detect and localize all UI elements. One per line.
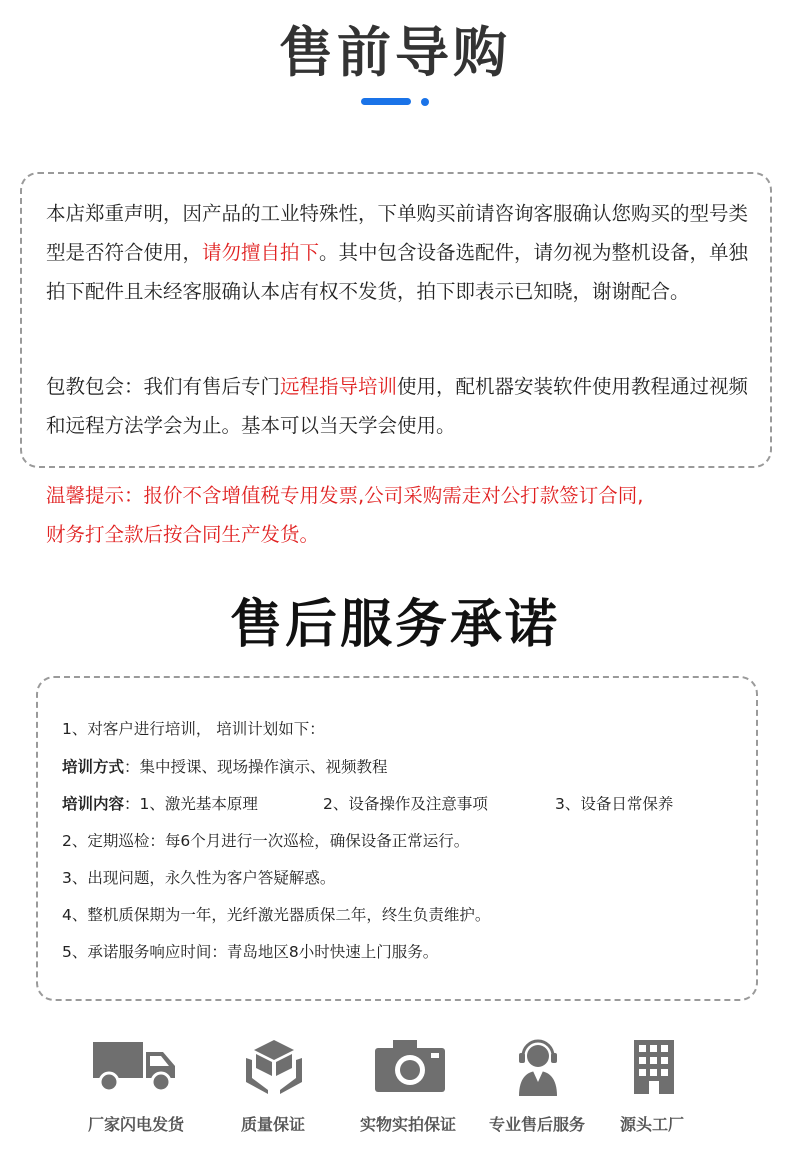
- training-text-start: 包教包会：我们有售后专门: [46, 375, 281, 398]
- truck-icon: [91, 1038, 181, 1094]
- headset-support-icon: [513, 1038, 563, 1096]
- training-content-label: 培训内容: [62, 795, 125, 813]
- feature-label-fast-shipping: 厂家闪电发货: [88, 1115, 185, 1134]
- promise-item-1: 1、对客户进行培训， 培训计划如下：: [62, 720, 325, 738]
- title-underline-dot: [421, 98, 429, 106]
- feature-fast-shipping: [71, 1038, 201, 1094]
- promise-item-3: 3、出现问题，永久性为客户答疑解惑。: [62, 869, 336, 887]
- training-highlight: 远程指导培训: [280, 375, 398, 398]
- store-statement-paragraph: [46, 194, 752, 311]
- warm-tip-line-1: 温馨提示：报价不含增值税专用发票,公司采购需走对公打款签订合同,: [46, 484, 644, 507]
- warm-tip-line-2: 财务打全款后按合同生产发货。: [46, 523, 320, 546]
- feature-aftersale-service: [473, 1038, 603, 1096]
- training-method-label: 培训方式: [62, 758, 125, 776]
- warm-tip: [46, 476, 766, 554]
- promise-item-4: 4、整机质保期为一年，光纤激光器质保二年，终生负责维护。: [62, 906, 491, 924]
- factory-building-icon: [630, 1038, 678, 1094]
- training-promise-paragraph: [46, 367, 752, 445]
- statement-warning-highlight: 请勿擅自拍下: [202, 241, 320, 264]
- training-method-row: [62, 755, 388, 779]
- promise-item-5: 5、承诺服务响应时间：青岛地区8小时快速上门服务。: [62, 943, 439, 961]
- feature-quality: [209, 1038, 339, 1094]
- feature-source-factory: [589, 1038, 719, 1094]
- aftersale-title: 售后服务承诺: [229, 595, 560, 655]
- statement-text-start: 本店郑重声明，因产品的工业特殊性，下单购买前请咨询客服确认您购买的型号类型是否符合使用，: [46, 202, 749, 264]
- feature-label-source-factory: 源头工厂: [620, 1115, 685, 1134]
- training-text-end: 使用，配机器安装软件使用教程通过视频和远程方法学会为止。基本可以当天学会使用。: [46, 375, 749, 437]
- training-content-row: [62, 792, 742, 816]
- training-content-2: 2、设备操作及注意事项: [323, 795, 488, 813]
- presale-title: 售前导购: [279, 21, 511, 84]
- statement-text-end: 。其中包含设备选配件，请勿视为整机设备，单独拍下配件且未经客服确认本店有权不发货，拍下即表示已知晓，谢谢配合。: [46, 241, 749, 303]
- quality-box-icon: [244, 1038, 304, 1094]
- feature-label-quality: 质量保证: [241, 1115, 306, 1134]
- title-underline-bar: [361, 98, 411, 105]
- feature-label-aftersale-service: 专业售后服务: [489, 1115, 586, 1134]
- training-method-value: ：集中授课、现场操作演示、视频教程: [124, 758, 388, 776]
- training-content-1: ：1、激光基本原理: [124, 795, 258, 813]
- training-content-3: 3、设备日常保养: [555, 795, 674, 813]
- feature-real-photo: [345, 1038, 475, 1094]
- feature-label-real-photo: 实物实拍保证: [360, 1115, 457, 1134]
- camera-icon: [373, 1038, 447, 1094]
- promise-item-2: 2、定期巡检：每6个月进行一次巡检，确保设备正常运行。: [62, 832, 470, 850]
